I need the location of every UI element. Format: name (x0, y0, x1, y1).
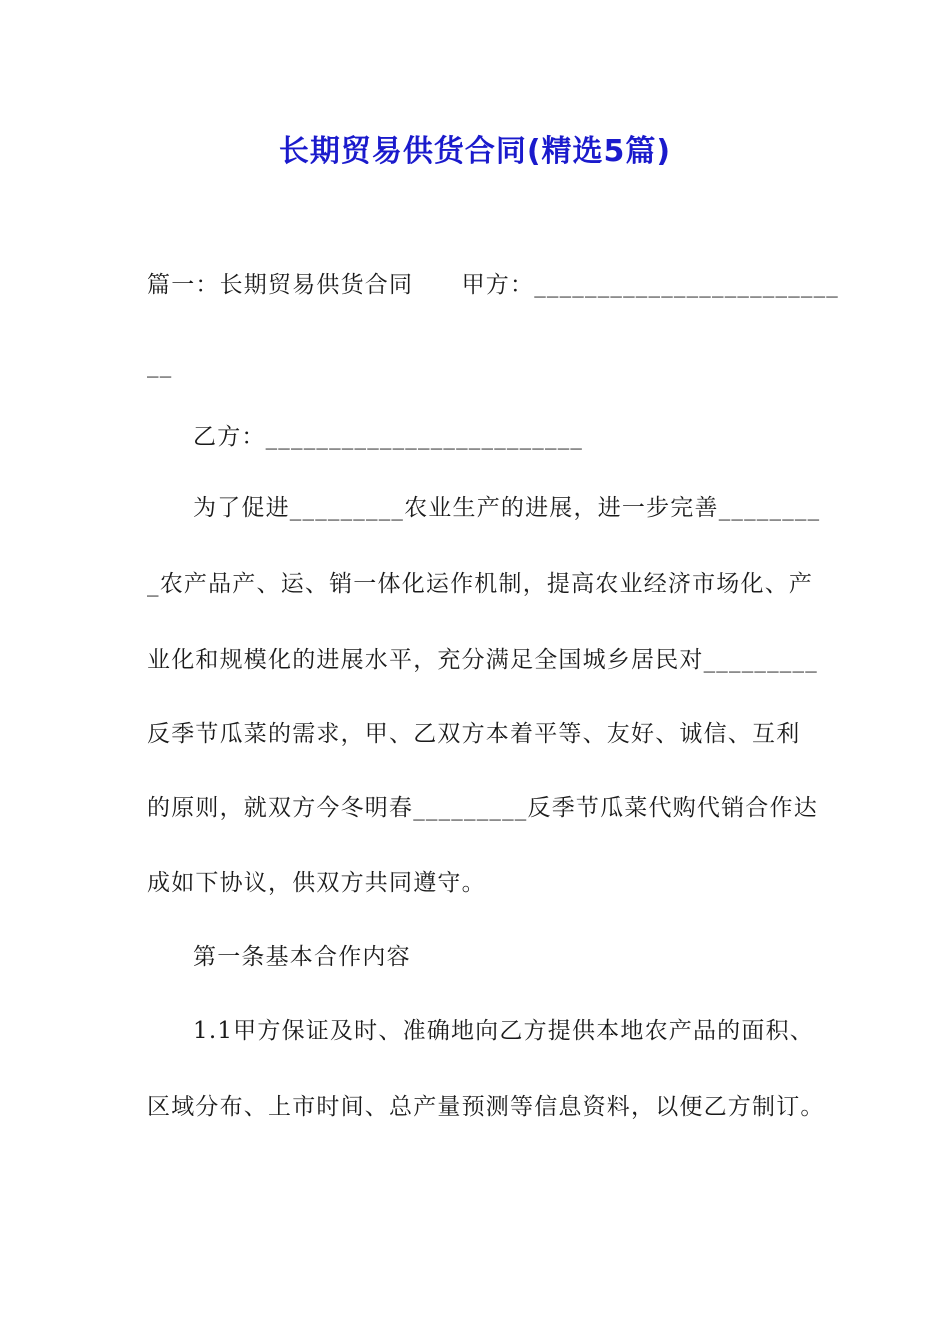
paragraph-line: 1.1甲方保证及时、准确地向乙方提供本地农产品的面积、 (193, 1018, 814, 1044)
paragraph-line: 反季节瓜菜的需求，甲、乙双方本着平等、友好、诚信、互利 (147, 721, 801, 747)
paragraph-line: 篇一：长期贸易供货合同 甲方：________________________ (147, 272, 839, 298)
paragraph-line: __ (147, 352, 173, 378)
paragraph-line: 业化和规模化的进展水平，充分满足全国城乡居民对_________ (147, 647, 818, 673)
paragraph-line: 成如下协议，供双方共同遵守。 (147, 870, 486, 896)
section-heading: 第一条基本合作内容 (193, 944, 411, 970)
paragraph-line: _农产品产、运、销一体化运作机制，提高农业经济市场化、产 (147, 571, 814, 597)
paragraph-line: 为了促进_________农业生产的进展，进一步完善________ (193, 495, 821, 521)
paragraph-line: 的原则，就双方今冬明春_________反季节瓜菜代购代销合作达 (147, 795, 818, 821)
paragraph-line: 乙方：_________________________ (193, 424, 584, 450)
paragraph-line: 区域分布、上市时间、总产量预测等信息资料，以便乙方制订。 (147, 1094, 825, 1120)
document-title: 长期贸易供货合同(精选5篇) (278, 134, 672, 169)
